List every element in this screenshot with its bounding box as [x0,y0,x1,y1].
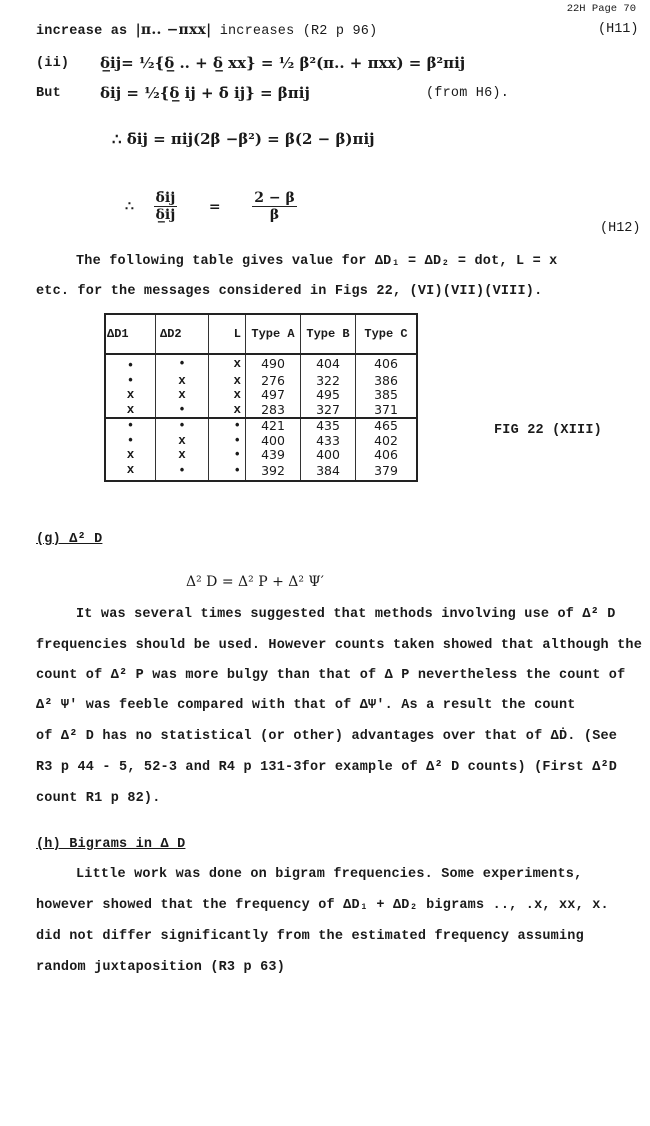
cell: x [209,374,246,389]
cell: 406 [356,354,418,374]
cell: 439 [246,448,301,463]
header-ad1: ΔD1 [105,314,156,354]
cell: • [156,354,209,374]
cell: 465 [356,418,418,434]
paragraph-line: random juxtaposition (R3 p 63) [36,960,286,975]
cell: • [209,448,246,463]
equation-number-h12: (H12) [600,221,641,236]
cell: • [105,434,156,449]
cell: x [209,403,246,419]
table-row [105,354,417,374]
table-row [105,403,417,419]
table-header-row [105,314,417,354]
cell: 392 [246,463,301,482]
cell: 327 [301,403,356,419]
table-row [105,388,417,403]
table-row [105,463,417,482]
cell: 322 [301,374,356,389]
cell: • [105,354,156,374]
cell: x [156,388,209,403]
paragraph-line: Δ² Ψ′ was feeble compared with that of ΔΨ′. As a result the count [36,698,576,713]
figure-caption: FIG 22 (XIII) [494,423,602,438]
cell: • [105,418,156,434]
table-row [105,418,417,434]
text: increases (R2 p 96) [219,24,378,39]
denominator: δ̲ij [155,207,176,223]
table-row [105,448,417,463]
cell: 400 [246,434,301,449]
cell: x [156,374,209,389]
cell: 433 [301,434,356,449]
cell: 385 [356,388,418,403]
cell: • [209,434,246,449]
cell: 435 [301,418,356,434]
equation-delta-bar: ∴ δ̄ij = πij(2β −β²) = β(2 − β)πij [112,130,375,148]
cell: x [156,448,209,463]
paragraph-line: R3 p 44 - 5, 52-3 and R4 p 131-3for example of Δ² D counts) (First Δ²D [36,760,618,775]
section-h-heading: (h) Bigrams in Δ D [36,837,186,852]
cell: 400 [301,448,356,463]
from-h6: (from H6). [426,86,510,101]
cell: • [156,418,209,434]
header-type-b: Type B [301,314,356,354]
denominator: β [269,207,280,223]
cell: 406 [356,448,418,463]
header-ad2: ΔD2 [156,314,209,354]
numerator: δ̄ij [155,190,176,206]
cell: • [105,374,156,389]
section-g-heading: (g) Δ² D [36,532,103,547]
ratio-left [154,190,178,223]
cell: 283 [246,403,301,419]
cell: 404 [301,354,356,374]
cell: • [209,418,246,434]
cell: 495 [301,388,356,403]
paragraph-line: count R1 p 82). [36,791,161,806]
equals-sign: = [208,198,221,215]
cell: 276 [246,374,301,389]
cell: x [156,434,209,449]
cell: • [156,403,209,419]
figure-table [104,313,418,482]
cell: x [105,448,156,463]
line-increase [36,22,377,39]
cell: x [209,388,246,403]
section-g-formula: Δ² D = Δ² P + Δ² Ψ′ [186,574,324,590]
paragraph-line: frequencies should be used. However counts taken showed that although the [36,638,642,653]
paragraph-line: It was several times suggested that methods involving use of Δ² D [76,607,616,622]
cell: x [105,463,156,482]
pi-difference-expression: |π.. −πxx| [135,22,212,38]
paragraph-line: of Δ² D has no statistical (or other) advantages over that of ΔḊ. (See [36,729,618,744]
cell: • [156,463,209,482]
cell: 497 [246,388,301,403]
numerator: 2 − β [254,190,295,206]
paragraph-line: Little work was done on bigram frequencies. Some experiments, [76,867,583,882]
paragraph-line: count of Δ² P was more bulgy than that of Δ P nevertheless the count of [36,668,626,683]
cell: 421 [246,418,301,434]
cell: x [105,403,156,419]
header-type-a: Type A [246,314,301,354]
text: increase as [36,24,128,39]
cell: x [105,388,156,403]
label-but: But [36,86,61,101]
cell: 386 [356,374,418,389]
paragraph-line: etc. for the messages considered in Figs 22, (VI)(VII)(VIII). [36,284,543,299]
header-type-c: Type C [356,314,418,354]
cell: 384 [301,463,356,482]
cell: 371 [356,403,418,419]
therefore-symbol: ∴ [125,198,134,215]
equation-but: δij = ½{δ̲ ij + δ̄ ij} = βπij [100,84,310,102]
paragraph-line: The following table gives value for ΔD₁ = ΔD₂ = dot, L = x [76,254,558,269]
paragraph-line: however showed that the frequency of ΔD₁ + ΔD₂ bigrams .., .x, xx, x. [36,898,609,913]
cell: • [209,463,246,482]
ratio-right [252,190,297,223]
cell: 490 [246,354,301,374]
paragraph-line: did not differ significantly from the estimated frequency assuming [36,929,584,944]
cell: 379 [356,463,418,482]
cell: 402 [356,434,418,449]
equation-ii: δ̲ij= ½{δ̲ .. + δ̲ xx} = ½ β²(π.. + πxx) = β²πij [100,54,466,72]
table-row [105,434,417,449]
label-ii: (ii) [36,56,70,71]
page-label: 22H Page 70 [566,3,636,15]
cell: x [209,354,246,374]
equation-ratio [125,190,297,223]
header-l: L [209,314,246,354]
equation-number-h11: (H11) [598,22,639,37]
table-row [105,374,417,389]
